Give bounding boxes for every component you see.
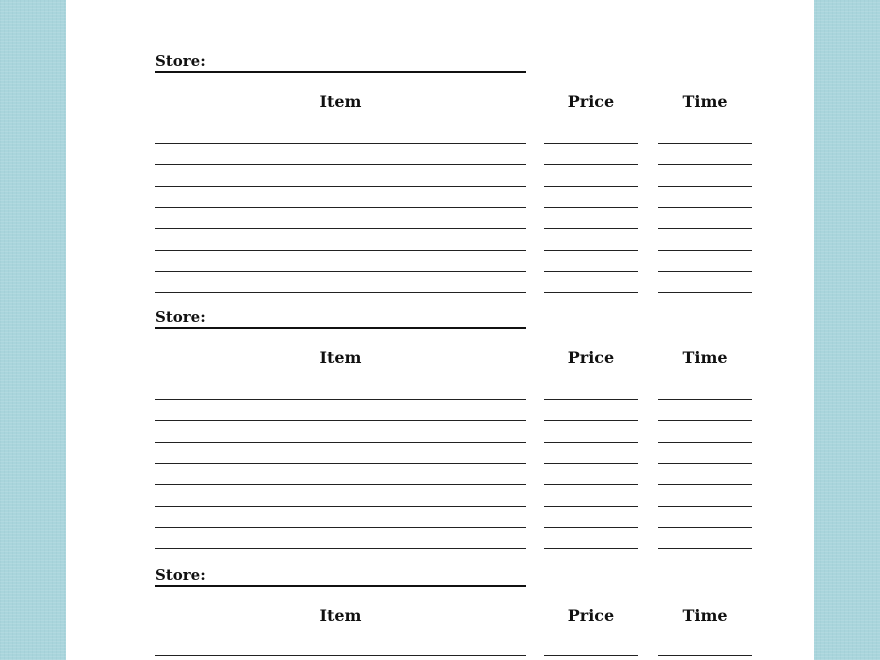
store-name-field[interactable] (155, 327, 526, 329)
shopping-list-sheet (66, 0, 814, 660)
item-entry-line[interactable] (155, 143, 526, 144)
item-entry-line[interactable] (155, 186, 526, 187)
time-entry-line[interactable] (658, 186, 752, 187)
time-entry-line[interactable] (658, 143, 752, 144)
item-entry-line[interactable] (155, 164, 526, 165)
price-entry-line[interactable] (544, 228, 638, 229)
price-entry-line[interactable] (544, 143, 638, 144)
item-entry-line[interactable] (155, 484, 526, 485)
store-name-field[interactable] (155, 71, 526, 73)
item-entry-line[interactable] (155, 399, 526, 400)
time-entry-line[interactable] (658, 271, 752, 272)
store-name-field[interactable] (155, 585, 526, 587)
price-column-header: Price (567, 348, 615, 367)
time-entry-line[interactable] (658, 548, 752, 549)
price-entry-line[interactable] (544, 271, 638, 272)
price-entry-line[interactable] (544, 399, 638, 400)
price-entry-line[interactable] (544, 548, 638, 549)
item-entry-line[interactable] (155, 548, 526, 549)
item-entry-line[interactable] (155, 207, 526, 208)
price-column-header: Price (567, 606, 615, 625)
store-label: Store: (155, 52, 206, 70)
price-entry-line[interactable] (544, 484, 638, 485)
time-entry-line[interactable] (658, 250, 752, 251)
time-column-header: Time (682, 348, 728, 367)
time-column-header: Time (682, 92, 728, 111)
time-entry-line[interactable] (658, 506, 752, 507)
time-entry-line[interactable] (658, 484, 752, 485)
time-entry-line[interactable] (658, 442, 752, 443)
item-entry-line[interactable] (155, 463, 526, 464)
time-entry-line[interactable] (658, 463, 752, 464)
item-entry-line[interactable] (155, 506, 526, 507)
store-label: Store: (155, 308, 206, 326)
price-entry-line[interactable] (544, 442, 638, 443)
item-entry-line[interactable] (155, 228, 526, 229)
time-entry-line[interactable] (658, 420, 752, 421)
time-entry-line[interactable] (658, 527, 752, 528)
price-entry-line[interactable] (544, 186, 638, 187)
item-entry-line[interactable] (155, 250, 526, 251)
store-label: Store: (155, 566, 206, 584)
item-column-header: Item (319, 606, 362, 625)
item-entry-line[interactable] (155, 292, 526, 293)
time-entry-line[interactable] (658, 655, 752, 656)
price-entry-line[interactable] (544, 463, 638, 464)
price-entry-line[interactable] (544, 164, 638, 165)
item-column-header: Item (319, 92, 362, 111)
time-entry-line[interactable] (658, 207, 752, 208)
price-entry-line[interactable] (544, 292, 638, 293)
item-entry-line[interactable] (155, 420, 526, 421)
time-entry-line[interactable] (658, 292, 752, 293)
price-entry-line[interactable] (544, 506, 638, 507)
time-column-header: Time (682, 606, 728, 625)
time-entry-line[interactable] (658, 164, 752, 165)
time-entry-line[interactable] (658, 228, 752, 229)
price-entry-line[interactable] (544, 207, 638, 208)
price-entry-line[interactable] (544, 527, 638, 528)
price-entry-line[interactable] (544, 655, 638, 656)
price-entry-line[interactable] (544, 420, 638, 421)
item-entry-line[interactable] (155, 271, 526, 272)
price-entry-line[interactable] (544, 250, 638, 251)
item-entry-line[interactable] (155, 655, 526, 656)
item-entry-line[interactable] (155, 442, 526, 443)
time-entry-line[interactable] (658, 399, 752, 400)
item-entry-line[interactable] (155, 527, 526, 528)
price-column-header: Price (567, 92, 615, 111)
item-column-header: Item (319, 348, 362, 367)
